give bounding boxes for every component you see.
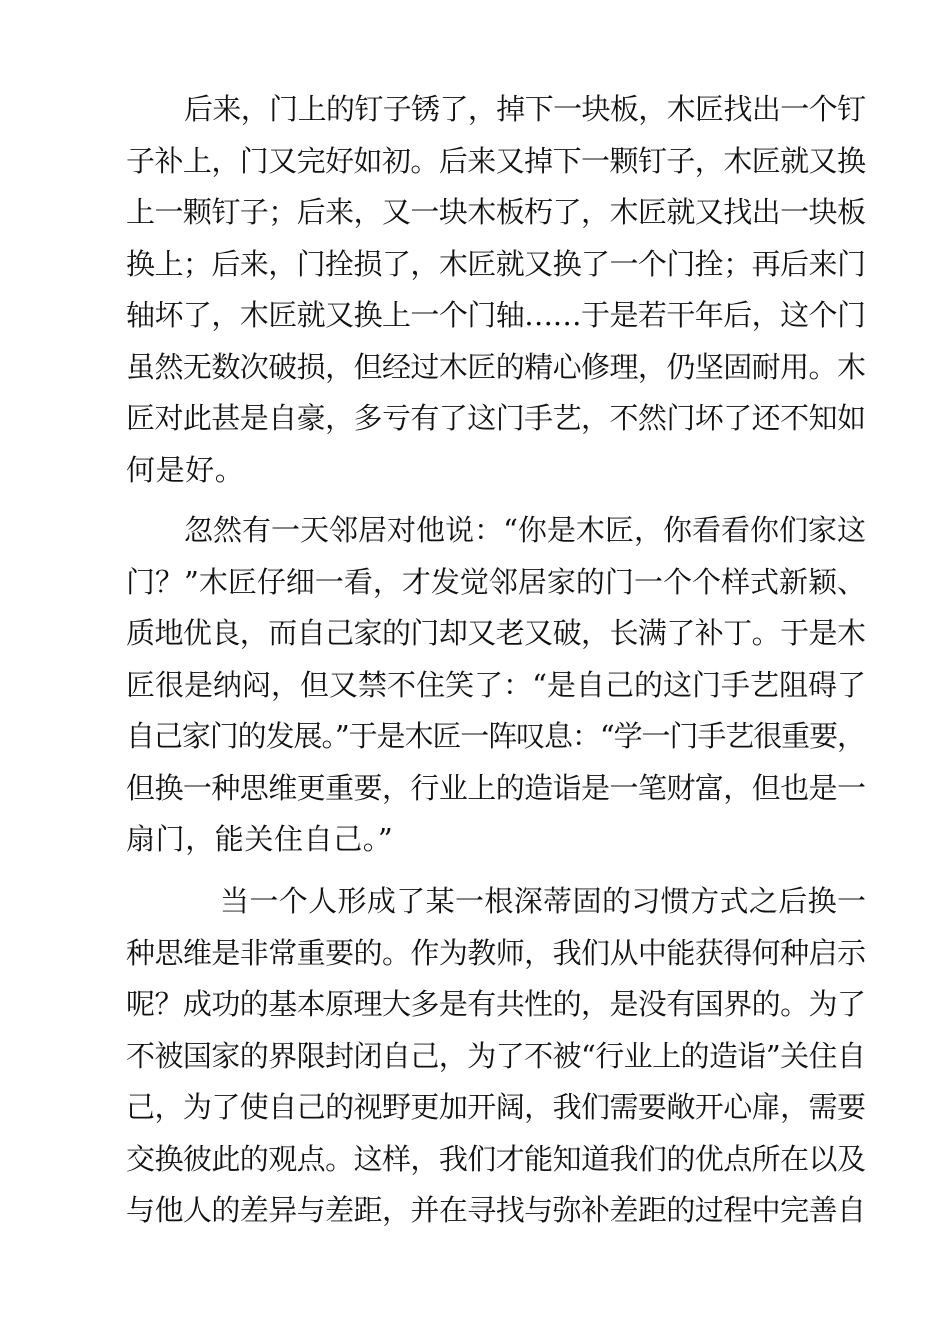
text-line: 自己家门的发展。”于是木匠一阵叹息：“学一门手艺很重要， <box>126 719 865 753</box>
text-line: 匠对此甚是自豪，多亏有了这门手艺，不然门坏了还不知如 <box>126 401 866 435</box>
text-line: 呢？成功的基本原理大多是有共性的，是没有国界的。为了 <box>126 987 866 1021</box>
text-line: 轴坏了，木匠就又换上一个门轴……于是若干年后，这个门 <box>126 298 866 332</box>
text-line: 忽然有一天邻居对他说：“你是木匠，你看看你们家这 <box>184 513 867 547</box>
text-line: 后来，门上的钉子锈了，掉下一块板，木匠找出一个钉 <box>184 92 866 126</box>
text-line: 质地优良，而自己家的门却又老又破，长满了补丁。于是木 <box>126 616 866 650</box>
text-line: 虽然无数次破损，但经过木匠的精心修理，仍坚固耐用。木 <box>126 349 866 384</box>
paragraph-3 <box>126 876 866 1237</box>
text-line: 但换一种思维更重要，行业上的造诣是一笔财富，但也是一 <box>126 770 866 805</box>
text-line: 上一颗钉子；后来，又一块木板朽了，木匠就又找出一块板 <box>126 195 866 229</box>
text-line: 不被国家的界限封闭自己，为了不被“行业上的造诣”关住自 <box>126 1038 866 1073</box>
text-line: 种思维是非常重要的。作为教师，我们从中能获得何种启示 <box>126 935 866 970</box>
text-line: 扇门，能关住自己。” <box>126 822 394 856</box>
text-line: 交换彼此的观点。这样，我们才能知道我们的优点所在以及 <box>126 1141 866 1176</box>
text-line: 与他人的差异与差距，并在寻找与弥补差距的过程中完善自 <box>126 1193 866 1227</box>
text-line: 子补上，门又完好如初。后来又掉下一颗钉子，木匠就又换 <box>126 143 866 178</box>
text-line: 何是好。 <box>126 452 245 487</box>
text-line: 换上；后来，门拴损了，木匠就又换了一个门拴；再后来门 <box>126 246 866 281</box>
text-line: 匠很是纳闷，但又禁不住笑了：“是自己的这门手艺阻碍了 <box>126 667 867 702</box>
text-line: 己，为了使自己的视野更加开阔，我们需要敞开心扉，需要 <box>126 1090 866 1124</box>
paragraph-2 <box>126 505 866 866</box>
text-line: 门？”木匠仔细一看，才发觉邻居家的门一个个样式新颖、 <box>126 564 867 599</box>
paragraph-1 <box>126 84 866 496</box>
text-line: 当一个人形成了某一根深蒂固的习惯方式之后换一 <box>220 884 867 918</box>
